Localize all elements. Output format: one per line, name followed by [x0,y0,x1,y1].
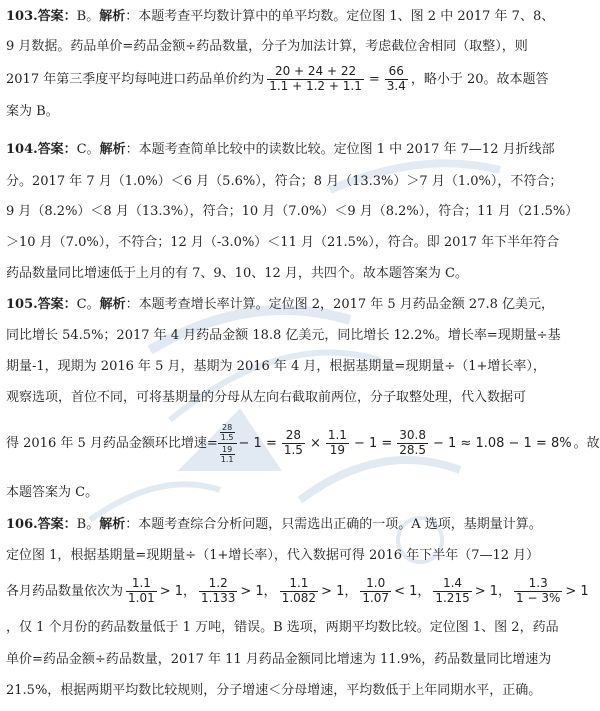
q103-fraction-result: $\frac{66}{3.4}$ [386,64,406,93]
q104-line-2: 分。2017 年 7 月（1.0%）＜6 月（5.6%），符合；8 月（13.3%）＞7 月（1.0%），不符合； [6,174,563,189]
q106-line-3: 各月药品数量依次为 $\frac{1.1}{1.01}$ > 1， $\frac{1.2}{1.133}$ > 1， $\frac{1.1}{1.082}$ > 1， $\frac{1.0}{1.07}$ < 1， $\frac{1.4}{1.215}$ > 1， $\frac{1.3}{1 - 3\%}$ > 1 [6,576,589,605]
q104-line-1: 104.答案：C。解析：本题考查简单比较中的读数比较。定位图 1 中 2017 年 7—12 月折线部 [6,142,555,157]
fraction-numerator: 1.1 [280,577,318,592]
q106-fraction-4 [360,577,391,606]
fraction-numerator: 1.0 [360,577,391,592]
q106-line-6: 21.5%，根据两期平均数比较规则，分子增速＜分母增速，平均数低于上年同期水平，正确。 [6,683,542,698]
fraction-comparison: > 1， [321,584,358,599]
q105-fraction-a: $\frac{28}{1.5}$ [283,428,303,457]
fraction-comparison: > 1 [565,584,589,599]
fraction-denominator: 1.07 [362,591,390,605]
q105-fraction-c: $\frac{30.8}{28.5}$ [399,428,426,457]
q106-line-4: ，仅 1 个月份的药品数量低于 1 万吨，错误。B 选项，两期平均数比较。定位图 1、图 2，药品 [6,620,559,635]
fraction-numerator: 1.3 [514,577,562,592]
q105-line-1: 105.答案：C。解析：本题考查增长率计算。定位图 2，2017 年 5 月药品金额 27.8 亿美元， [6,297,555,312]
q106-fraction-2 [199,577,237,606]
q103-line-3: 2017 年第三季度平均每吨进口药品单价约为 $\frac{20 + 24 + 22}{1.1 + 1.2 + 1.1}$ = $\frac{66}{3.4}$ ，略小于 20。故本题答 [6,64,549,93]
fraction-numerator: 1.4 [433,577,471,592]
q106-line-5: 单价=药品金额÷药品数量，2017 年 11 月药品金额同比增速为 11.9%，药品数量同比增速为 [6,652,552,667]
q103-line-1: 103.答案：B。解析：本题考查平均数计算中的单平均数。定位图 1、图 2 中 2017 年 7、8、 [6,9,555,24]
q106-line-1: 106.答案：B。解析：本题考查综合分析问题，只需选出正确的一项。A 选项，基期量计算。 [6,517,542,532]
q106-fraction-5 [433,577,471,606]
q103-answer-label: 103.答案： [6,9,77,24]
q105-line-6: 本题答案为 C。 [6,485,99,500]
fraction-denominator: 1.133 [201,591,236,605]
q104-analysis-label: 解析 [99,142,126,157]
q105-line-5: 得 2016 年 5 月药品金额环比增速= $\frac{\frac{28}{1.5}}{\frac{19}{1.1}}$ − 1 = $\frac{28}{1.5}$ × $\frac{1.1}{19}$ − 1 = $\frac{30.8}{28.5}$ − 1 ≈ 1.08 − 1 = 8% 。故 [6,422,600,465]
q106-line-2: 定位图 1，根据基期量=现期量÷（1+增长率），代入数据可得 2016 年下半年（7—12 月） [6,548,540,563]
fraction-numerator: 1.1 [126,577,157,592]
q106-fraction-1 [126,577,157,606]
q106-answer-label: 106.答案： [6,517,77,532]
fraction-denominator: 1.215 [435,591,470,605]
q104-line-5: 药品数量同比增速低于上月的有 7、9、10、12 月，共四个。故本题答案为 C。 [6,266,468,281]
fraction-denominator: 1.082 [281,591,317,605]
q105-line-4: 观察选项，首位不同，可将基期量的分母从左向右截取前两位，分子取整处理，代入数据可 [6,390,527,405]
fraction-denominator: 1 − 3% [516,591,561,605]
q105-compound-fraction: $\frac{\frac{28}{1.5}}{\frac{19}{1.1}}$ [218,423,237,465]
q104-line-3: 9 月（8.2%）＜8 月（13.3%），符合；10 月（7.0%）＜9 月（8.2%），符合；11 月（21.5%） [6,204,579,219]
q105-line-2: 同比增长 54.5%；2017 年 4 月药品金额 18.8 亿美元，同比增长 12.2%。增长率=现期量÷基 [6,328,561,343]
fraction-denominator: 1.01 [128,591,155,605]
fraction-comparison: > 1， [240,584,277,599]
q103-line-2: 9 月数据。药品单价=药品金额÷药品数量，分子为加法计算，考虑截位舍相同（取整），则 [6,39,528,54]
q106-fraction-3 [280,577,318,606]
fraction-numerator: 1.2 [199,577,237,592]
fraction-comparison: < 1， [394,584,431,599]
q105-fraction-b: $\frac{1.1}{19}$ [327,428,347,457]
fraction-comparison: > 1， [474,584,512,599]
q105-analysis-label: 解析 [99,297,126,312]
q106-analysis-label: 解析 [99,517,126,532]
q103-analysis-label: 解析 [99,9,126,24]
q105-line-3: 期量-1，现期为 2016 年 5 月，基期为 2016 年 4 月，根据基期量=现期量÷（1+增长率）， [6,359,546,374]
q103-line-4: 案为 B。 [6,104,59,119]
q103-fraction-sum: $\frac{20 + 24 + 22}{1.1 + 1.2 + 1.1}$ [269,64,362,93]
fraction-comparison: > 1， [159,584,197,599]
q104-line-4: ＞10 月（7.0%），不符合；12 月（-3.0%）＜11 月（21.5%），符合。即 2017 年下半年符合 [6,235,560,250]
q104-answer-label: 104.答案： [6,142,77,157]
q105-answer-label: 105.答案： [6,297,77,312]
q106-fraction-6 [514,577,562,606]
